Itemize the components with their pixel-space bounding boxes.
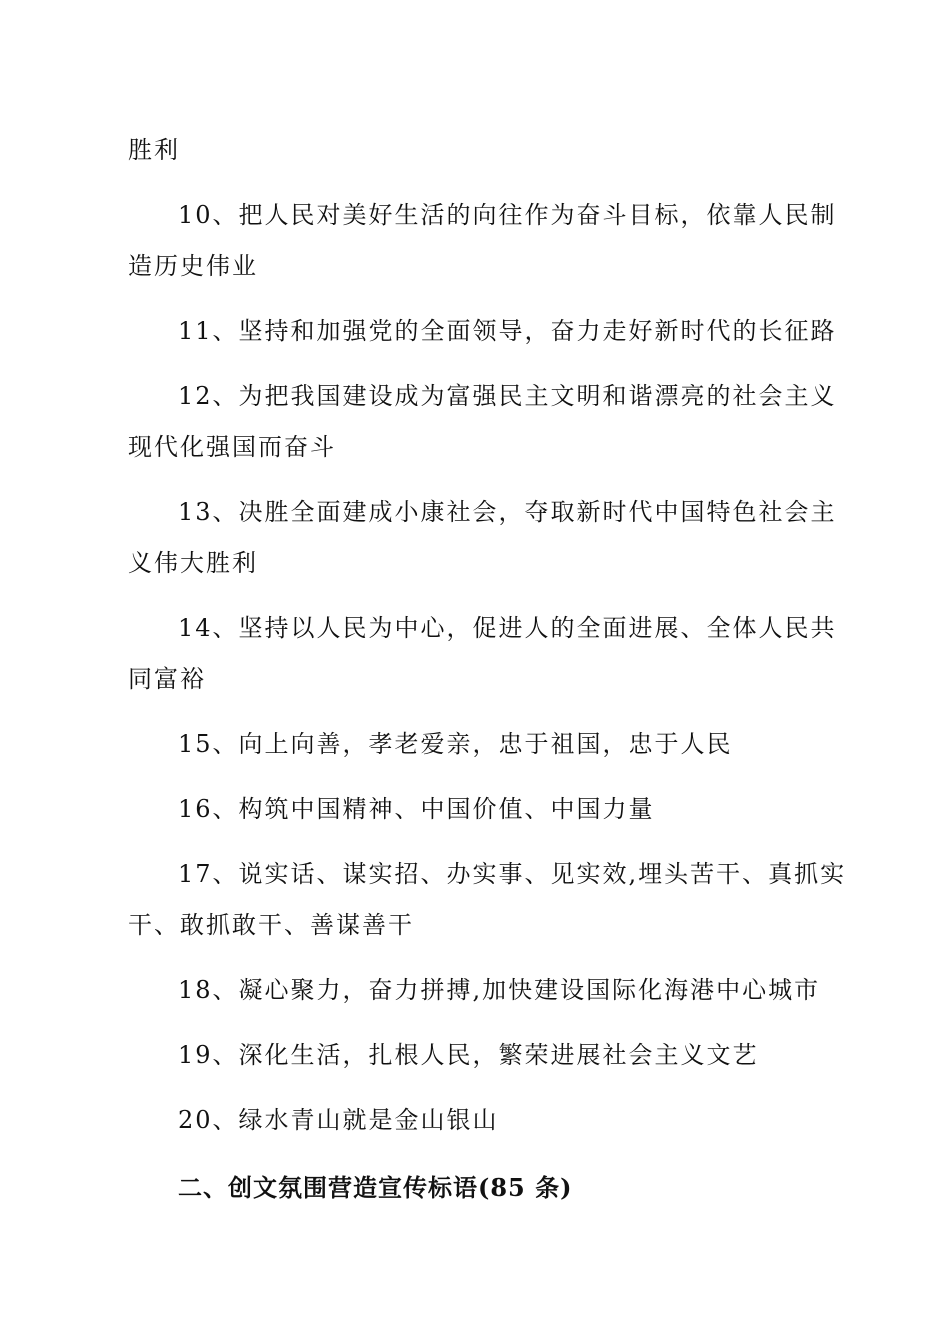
text-line: 14、坚持以人民为中心，促进人的全面进展、全体人民共: [178, 614, 837, 642]
text-line: 18、凝心聚力，奋力拼搏,加快建设国际化海港中心城市: [178, 976, 821, 1004]
text-line: 10、把人民对美好生活的向往作为奋斗目标，依靠人民制: [178, 201, 837, 229]
text-line: 17、说实话、谋实招、办实事、见实效,埋头苦干、真抓实: [178, 860, 847, 888]
text-line: 现代化强国而奋斗: [128, 433, 336, 461]
text-line: 19、深化生活，扎根人民，繁荣进展社会主义文艺: [178, 1041, 759, 1069]
text-line: 干、敢抓敢干、善谋善干: [128, 911, 414, 939]
text-line: 16、构筑中国精神、中国价值、中国力量: [178, 795, 655, 823]
text-line: 造历史伟业: [128, 252, 258, 280]
text-line: 20、绿水青山就是金山银山: [178, 1106, 499, 1134]
text-line: 15、向上向善，孝老爱亲，忠于祖国，忠于人民: [178, 730, 733, 758]
text-line: 胜利: [128, 136, 180, 164]
section-heading: 二、创文氛围营造宣传标语(85 条): [178, 1173, 573, 1202]
text-line: 义伟大胜利: [128, 549, 258, 577]
text-line: 12、为把我国建设成为富强民主文明和谐漂亮的社会主义: [178, 382, 837, 410]
text-line: 13、决胜全面建成小康社会，夺取新时代中国特色社会主: [178, 498, 837, 526]
text-line: 同富裕: [128, 665, 206, 693]
text-line: 11、坚持和加强党的全面领导，奋力走好新时代的长征路: [178, 317, 837, 345]
